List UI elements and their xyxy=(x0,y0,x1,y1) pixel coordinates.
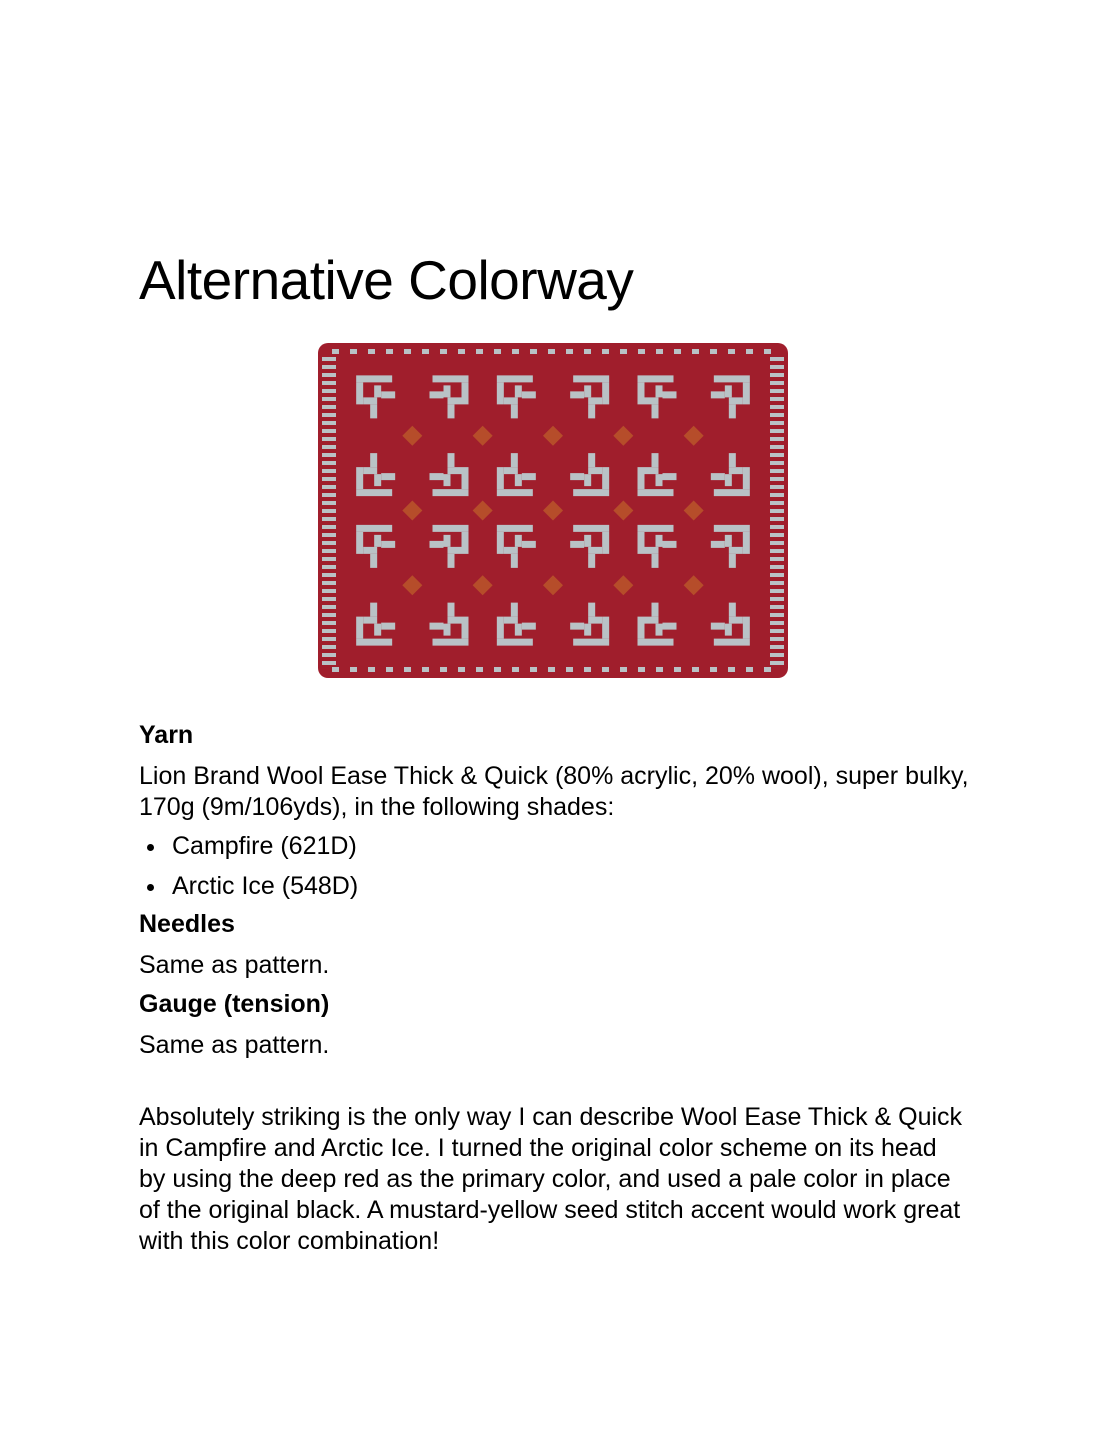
list-item: Arctic Ice (548D) xyxy=(139,870,358,910)
yarn-description: Lion Brand Wool Ease Thick & Quick (80% acrylic, 20% wool), super bulky, 170g (9m/106yds), in the following shades: xyxy=(139,762,969,821)
yarn-heading: Yarn xyxy=(139,721,194,749)
gauge-text: Same as pattern. xyxy=(139,1031,330,1059)
knitted-swatch-image xyxy=(318,343,788,678)
needles-heading: Needles xyxy=(139,910,235,938)
list-item: Campfire (621D) xyxy=(139,830,358,870)
page-title: Alternative Colorway xyxy=(139,249,634,311)
notes-paragraph: Absolutely striking is the only way I can describe Wool Ease Thick & Quick in Campfire and Arctic Ice. I turned the original color scheme on its head by using the deep red as the primary color, and used a pale color in place of the original black. A mustard-yellow seed stitch accent would work great with this color combination! xyxy=(139,1103,963,1255)
gauge-heading: Gauge (tension) xyxy=(139,990,330,1018)
yarn-shades-list xyxy=(139,830,358,910)
needles-text: Same as pattern. xyxy=(139,951,330,979)
knitted-swatch-graphic xyxy=(318,343,788,678)
